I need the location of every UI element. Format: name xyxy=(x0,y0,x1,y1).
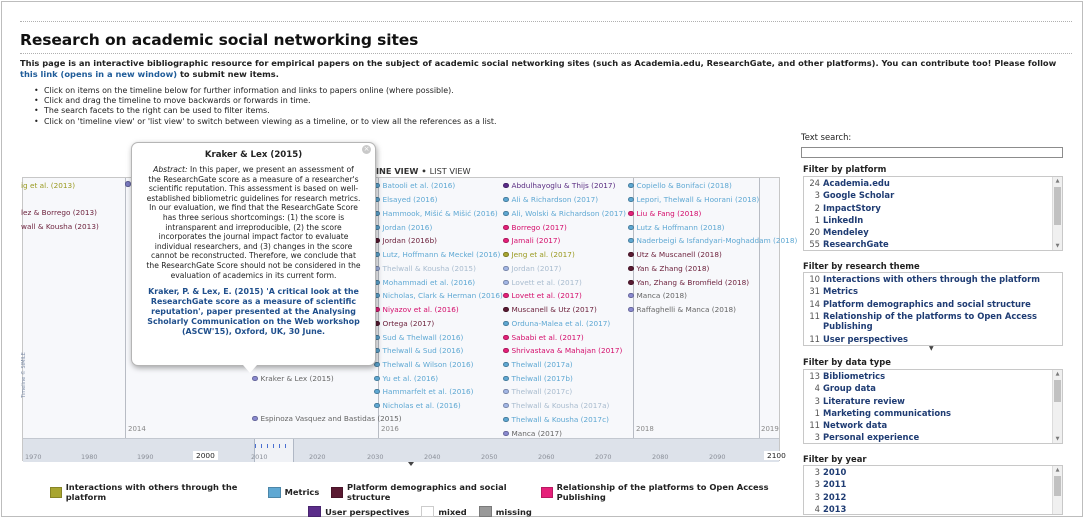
filter-theme-list[interactable] xyxy=(803,272,1063,346)
filter-option[interactable] xyxy=(804,370,1062,382)
event-label: wall & Kousha (2013) xyxy=(21,222,99,231)
filter-option[interactable] xyxy=(804,202,1062,214)
popup-title: Kraker & Lex (2015) xyxy=(204,150,303,160)
event-label: Borrego (2017) xyxy=(511,223,567,232)
timeline-event[interactable] xyxy=(252,414,402,423)
timeline-event[interactable] xyxy=(628,209,701,218)
scroll-thumb[interactable] xyxy=(1054,187,1061,225)
overview-year: 1980 xyxy=(81,453,98,461)
event-label: Niyazov et al. (2016) xyxy=(382,305,459,314)
filter-heading: Filter by research theme xyxy=(803,261,920,271)
event-label: Hammarfelt et al. (2016) xyxy=(382,387,474,396)
overview-year: 2020 xyxy=(309,453,326,461)
option-label: Metrics xyxy=(823,286,858,297)
scrollbar[interactable] xyxy=(1052,370,1062,443)
timeline-event[interactable] xyxy=(503,195,598,204)
event-dot xyxy=(503,335,509,341)
year-gridline xyxy=(759,178,760,438)
event-label: Thelwall & Kousha (2017c) xyxy=(511,415,609,424)
option-label: Network data xyxy=(823,420,888,431)
event-label: Lovett et al. (2017) xyxy=(511,278,582,287)
event-label: Thelwall & Sud (2016) xyxy=(382,346,464,355)
event-label: Ali, Wolski & Richardson (2017) xyxy=(511,209,627,218)
option-count: 2 xyxy=(814,202,820,213)
overview-year: 2040 xyxy=(424,453,441,461)
event-label: Thelwall (2017c) xyxy=(511,387,573,396)
option-label: Group data xyxy=(823,383,876,394)
option-count: 1 xyxy=(814,407,820,418)
option-count: 20 xyxy=(809,227,820,238)
timeline-event[interactable] xyxy=(503,181,615,190)
timeline-event[interactable] xyxy=(503,387,572,396)
year-label: 2016 xyxy=(381,425,399,433)
popup-pointer xyxy=(243,365,257,373)
event-dot xyxy=(503,266,509,272)
filter-option[interactable] xyxy=(804,333,1062,345)
option-label: Mendeley xyxy=(823,227,869,238)
option-label: ImpactStory xyxy=(823,202,881,213)
filter-option[interactable] xyxy=(804,310,1062,333)
event-label: Abdulhayoglu & Thijs (2017) xyxy=(511,181,616,190)
option-label: 2012 xyxy=(823,491,847,502)
event-popup xyxy=(131,142,376,366)
scrollbar[interactable] xyxy=(1052,466,1062,514)
event-dot xyxy=(628,211,634,217)
filter-year-list[interactable] xyxy=(803,465,1063,515)
option-count: 13 xyxy=(809,371,820,381)
intro-suffix: to submit new items. xyxy=(177,68,279,79)
timeline-event[interactable] xyxy=(503,346,622,355)
option-label: 2011 xyxy=(823,479,847,490)
option-label: 2010 xyxy=(823,467,847,477)
option-count: 14 xyxy=(809,298,820,309)
overview-year: 2100 xyxy=(764,451,789,460)
event-label: Sababi et al. (2017) xyxy=(511,333,584,342)
timeline-credit: Timeline © SIMILE xyxy=(21,352,27,398)
filter-platform-list[interactable] xyxy=(803,176,1063,251)
option-label: Bibliometrics xyxy=(823,371,886,381)
event-label: Thelwall (2017b) xyxy=(511,374,573,383)
event-dot xyxy=(503,376,509,382)
timeline-event[interactable] xyxy=(374,250,500,259)
timeline-event[interactable] xyxy=(628,278,749,287)
event-label: Yan, Zhang & Bromfield (2018) xyxy=(636,278,750,287)
timeline-event[interactable] xyxy=(374,360,474,369)
event-label: Thelwall & Kousha (2017a) xyxy=(511,401,610,410)
timeline-event[interactable] xyxy=(374,195,437,204)
option-count: 24 xyxy=(809,178,820,188)
theme-legend xyxy=(50,482,790,521)
filter-option[interactable] xyxy=(804,478,1062,490)
search-label: Text search: xyxy=(801,132,852,142)
filter-option[interactable] xyxy=(804,189,1062,201)
overview-year: 1970 xyxy=(25,453,42,461)
legend-swatch xyxy=(268,487,281,498)
event-label: Yan & Zhang (2018) xyxy=(636,264,710,273)
filter-heading: Filter by year xyxy=(803,454,867,464)
filter-option[interactable] xyxy=(804,214,1062,226)
timeline-event[interactable] xyxy=(503,223,567,232)
event-label: Shrivastava & Mahajan (2017) xyxy=(511,346,623,355)
overview-pointer-icon xyxy=(408,462,414,466)
title-divider xyxy=(20,53,1072,54)
timeline-event[interactable] xyxy=(503,250,575,259)
filter-option[interactable] xyxy=(804,419,1062,431)
event-dot xyxy=(503,238,509,244)
option-label: Google Scholar xyxy=(823,190,895,201)
expand-icon[interactable]: ▼ xyxy=(929,345,934,352)
filter-option[interactable] xyxy=(804,407,1062,419)
timeline-event[interactable] xyxy=(374,319,434,328)
timeline-event[interactable] xyxy=(503,333,584,342)
timeline-event[interactable] xyxy=(374,236,437,245)
filter-option[interactable] xyxy=(804,226,1062,238)
overview-marker xyxy=(285,444,286,448)
filter-option[interactable] xyxy=(804,285,1062,297)
timeline-event[interactable] xyxy=(374,291,503,300)
event-dot xyxy=(503,389,509,395)
event-label: Kraker & Lex (2015) xyxy=(260,374,334,383)
timeline-event[interactable] xyxy=(628,291,687,300)
legend-item xyxy=(479,506,532,517)
intro-paragraph xyxy=(20,58,1060,79)
instruction-item: • Click on items on the timeline below for further information and links to papers online (where possible). xyxy=(38,86,497,96)
timeline-event[interactable] xyxy=(503,264,561,273)
legend-swatch xyxy=(479,506,492,517)
overview-marker xyxy=(273,444,274,448)
close-icon[interactable]: × xyxy=(363,145,370,153)
event-label: Naderbeigi & Isfandyari-Moghaddam (2018) xyxy=(636,236,798,245)
legend-item xyxy=(50,482,256,502)
filter-heading: Filter by platform xyxy=(803,164,887,174)
event-label: Lepori, Thelwall & Hoorani (2018) xyxy=(636,195,760,204)
option-label: LinkedIn xyxy=(823,214,864,225)
timeline-event[interactable] xyxy=(374,181,455,190)
search-panel xyxy=(801,132,1063,161)
event-label: Thelwall & Wilson (2016) xyxy=(382,360,474,369)
legend-label: Interactions with others through the platform xyxy=(65,482,238,502)
timeline-event[interactable] xyxy=(374,223,432,232)
event-label: Lutz & Hoffmann (2018) xyxy=(636,223,725,232)
timeline-event[interactable] xyxy=(374,401,461,410)
timeline-event[interactable] xyxy=(503,319,610,328)
option-count: 3 xyxy=(814,190,820,201)
event-dot xyxy=(252,376,258,382)
option-count: 11 xyxy=(809,310,820,321)
event-dot xyxy=(252,416,258,422)
event-label: Yu et al. (2016) xyxy=(382,374,439,383)
event-label: Manca (2018) xyxy=(636,291,687,300)
timeline-event[interactable] xyxy=(628,250,722,259)
option-label: 2013 xyxy=(823,503,847,514)
scroll-up-icon[interactable]: ▲ xyxy=(1055,371,1060,377)
event-dot xyxy=(503,321,509,327)
option-count: 31 xyxy=(809,286,820,297)
timeline-event[interactable] xyxy=(503,429,562,438)
legend-swatch xyxy=(308,506,321,517)
legend-item xyxy=(331,482,529,502)
timeline-event[interactable] xyxy=(374,387,473,396)
legend-swatch xyxy=(50,487,62,498)
event-dot xyxy=(628,266,634,272)
option-label: ResearchGate xyxy=(823,239,889,250)
event-dot xyxy=(503,362,509,368)
legend-label: Metrics xyxy=(284,487,320,497)
event-label: Jordan (2017) xyxy=(511,264,562,273)
filter-option[interactable] xyxy=(804,273,1062,285)
event-dot xyxy=(503,417,509,423)
event-label: Ali & Richardson (2017) xyxy=(511,195,599,204)
timeline-event[interactable] xyxy=(628,195,759,204)
event-label: Nicholas et al. (2016) xyxy=(382,401,461,410)
event-label: Muscanell & Utz (2017) xyxy=(511,305,597,314)
event-label: Utz & Muscanell (2018) xyxy=(636,250,722,259)
event-label: Sud & Thelwall (2016) xyxy=(382,333,464,342)
option-label: Interactions with others through the platform xyxy=(823,274,1040,284)
event-dot xyxy=(374,389,380,395)
legend-item xyxy=(421,506,466,517)
event-dot xyxy=(503,225,509,231)
timeline-event-selected[interactable] xyxy=(252,374,334,383)
event-label: Orduna-Malea et al. (2017) xyxy=(511,319,611,328)
legend-label: Relationship of the platforms to Open Access Publishing xyxy=(556,482,769,502)
option-label: User perspectives xyxy=(823,333,908,344)
event-label: Thelwall & Kousha (2015) xyxy=(382,264,476,273)
event-label: Hammook, Mišić & Mišić (2016) xyxy=(382,209,498,218)
year-gridline xyxy=(125,178,126,438)
timeline-overview-band[interactable] xyxy=(23,438,786,462)
scrollbar[interactable] xyxy=(1052,177,1062,250)
legend-swatch xyxy=(421,506,434,517)
legend-label: User perspectives xyxy=(325,506,410,517)
overview-marker xyxy=(267,444,268,448)
filter-option[interactable] xyxy=(804,466,1062,478)
option-count: 3 xyxy=(814,479,820,490)
tab-separator: • xyxy=(421,166,427,176)
event-dot xyxy=(374,403,380,409)
event-label: Jordan (2016) xyxy=(382,223,433,232)
popup-abstract xyxy=(146,165,361,280)
event-dot xyxy=(503,252,509,258)
option-label: Literature review xyxy=(823,395,905,406)
event-label: Jordan (2016b) xyxy=(382,236,437,245)
overview-marker xyxy=(261,444,262,448)
option-count: 4 xyxy=(814,383,820,394)
scroll-up-icon[interactable]: ▲ xyxy=(1055,178,1060,184)
timeline-event[interactable] xyxy=(503,291,582,300)
timeline-event[interactable] xyxy=(503,305,597,314)
event-label: Lovett et al. (2017) xyxy=(511,291,582,300)
event-dot xyxy=(628,280,634,286)
event-label: Jeng et al. (2017) xyxy=(511,250,575,259)
legend-label: Platform demographics and social structure xyxy=(347,482,507,502)
instructions-list xyxy=(38,86,497,127)
scroll-thumb[interactable] xyxy=(1054,476,1061,496)
option-label: Academia.edu xyxy=(823,178,890,188)
event-label: Copiello & Bonifaci (2018) xyxy=(636,181,732,190)
timeline-event[interactable] xyxy=(628,305,736,314)
event-dot xyxy=(628,238,634,244)
timeline-event[interactable] xyxy=(503,209,626,218)
timeline-event[interactable] xyxy=(503,401,609,410)
filter-option[interactable] xyxy=(804,395,1062,407)
filter-option[interactable] xyxy=(804,177,1062,189)
event-label: ig et al. (2013) xyxy=(21,181,76,190)
filter-heading: Filter by data type xyxy=(803,357,891,367)
scroll-thumb[interactable] xyxy=(1054,380,1061,402)
tab-list-view[interactable]: LIST VIEW xyxy=(429,166,471,176)
event-label: Jamali (2017) xyxy=(511,236,561,245)
timeline-event[interactable] xyxy=(503,278,582,287)
event-label: Thelwall (2017a) xyxy=(511,360,573,369)
scroll-down-icon[interactable]: ▼ xyxy=(1055,243,1060,249)
instruction-item: • Click and drag the timeline to move backwards or forwards in time. xyxy=(38,96,497,106)
option-label: Personal experience xyxy=(823,432,920,443)
overview-marker xyxy=(255,444,256,448)
abstract-text: In this paper, we present an assessment of the ResearchGate score as a measure of a researcher's scientific reputation. This assessment is based on well-established bibliometric guidelines for research metrics. In our evaluation, we find that the ResearchGate Score has three serious shortcomings: (1) the score is intransparent and irreproducible, (2) the score incorporates the journal impact factor to evaluate individual researchers, and (3) changes in the score cannot be reconstructed. Therefore, we conclude that the ResearchGate Score should not be considered in the evaluation of academics in its current form. xyxy=(146,165,361,280)
event-label: Elsayed (2016) xyxy=(382,195,438,204)
page-title: Research on academic social networking sites xyxy=(20,31,419,49)
event-dot xyxy=(628,225,634,231)
option-label: Marketing communications xyxy=(823,407,952,418)
legend-label: mixed xyxy=(438,506,467,517)
event-dot xyxy=(503,197,509,203)
timeline-event[interactable] xyxy=(21,208,97,217)
event-label: Liu & Fang (2018) xyxy=(636,209,702,218)
tab-timeline-view[interactable]: INE VIEW xyxy=(376,166,419,176)
timeline-event[interactable] xyxy=(374,346,463,355)
option-count: 3 xyxy=(814,432,820,443)
option-label: Platform demographics and social structure xyxy=(823,298,1031,309)
legend-item xyxy=(541,482,790,502)
option-count: 10 xyxy=(809,274,820,284)
event-dot xyxy=(628,197,634,203)
timeline-event[interactable] xyxy=(503,236,560,245)
overview-year: 2090 xyxy=(709,453,726,461)
option-count: 11 xyxy=(809,333,820,344)
instruction-item: • The search facets to the right can be used to filter items. xyxy=(38,106,497,116)
legend-label: missing xyxy=(495,506,532,517)
submit-link[interactable]: this link (opens in a new window) xyxy=(20,68,178,79)
option-count: 11 xyxy=(809,420,820,431)
overview-year: 2050 xyxy=(481,453,498,461)
event-dot xyxy=(503,183,509,189)
filter-option[interactable] xyxy=(804,431,1062,443)
event-label: Mohammadi et al. (2016) xyxy=(382,278,476,287)
event-label: Lutz, Hoffmann & Meckel (2016) xyxy=(382,250,501,259)
option-count: 55 xyxy=(809,239,820,250)
filter-option[interactable] xyxy=(804,238,1062,250)
event-label: Ortega (2017) xyxy=(382,319,435,328)
overview-year: 2070 xyxy=(595,453,612,461)
filter-option[interactable] xyxy=(804,382,1062,394)
year-label: 2018 xyxy=(636,425,654,433)
top-divider xyxy=(20,21,1072,22)
overview-year: 2000 xyxy=(193,451,218,460)
timeline-event[interactable] xyxy=(21,181,75,190)
scroll-down-icon[interactable]: ▼ xyxy=(1055,436,1060,442)
option-label: Relationship of the platforms to Open Access Publishing xyxy=(823,310,1037,332)
search-input[interactable] xyxy=(801,147,1063,158)
overview-marker xyxy=(279,444,280,448)
intro-text: This page is an interactive bibliographic resource for empirical papers on the subject of academic social networking sites (such as Academia.edu, ResearchGate, and other platforms). You can contribute too! Please follow xyxy=(20,58,1057,68)
event-label: Raffaghelli & Manca (2018) xyxy=(636,305,736,314)
event-dot xyxy=(503,431,509,437)
timeline-event[interactable] xyxy=(628,236,797,245)
timeline-event[interactable] xyxy=(628,181,732,190)
timeline-event[interactable] xyxy=(374,305,459,314)
event-label: lez & Borrego (2013) xyxy=(21,208,98,217)
event-dot xyxy=(628,252,634,258)
event-dot xyxy=(503,211,509,217)
timeline-event[interactable] xyxy=(374,374,438,383)
timeline-event[interactable] xyxy=(374,333,463,342)
filter-option[interactable] xyxy=(804,491,1062,503)
filter-option[interactable] xyxy=(804,298,1062,310)
option-count: 4 xyxy=(814,503,820,514)
overview-year: 2080 xyxy=(652,453,669,461)
abstract-label: Abstract: xyxy=(153,165,188,174)
timeline-event[interactable] xyxy=(374,209,498,218)
event-label: Nicholas, Clark & Herman (2016) xyxy=(382,291,503,300)
event-dot xyxy=(628,307,634,313)
scroll-up-icon[interactable]: ▲ xyxy=(1055,467,1060,473)
timeline-event[interactable] xyxy=(503,374,573,383)
instruction-item: • Click on 'timeline view' or 'list view' to switch between viewing as a timeline, or to view all the references as a list. xyxy=(38,117,497,127)
event-dot xyxy=(628,293,634,299)
event-dot xyxy=(503,348,509,354)
overview-year: 1990 xyxy=(137,453,154,461)
timeline-event[interactable] xyxy=(374,264,476,273)
event-dot xyxy=(503,403,509,409)
overview-year: 2010 xyxy=(251,453,268,461)
legend-item xyxy=(308,506,409,517)
legend-swatch xyxy=(541,487,553,498)
filter-option[interactable] xyxy=(804,503,1062,515)
event-dot xyxy=(503,280,509,286)
timeline-event[interactable] xyxy=(503,415,609,424)
option-count: 3 xyxy=(814,467,820,477)
option-count: 1 xyxy=(814,214,820,225)
event-dot xyxy=(503,293,509,299)
timeline-event[interactable] xyxy=(628,223,724,232)
timeline-event[interactable] xyxy=(628,264,709,273)
year-label: 2014 xyxy=(128,425,146,433)
event-dot xyxy=(628,183,634,189)
view-tabs xyxy=(376,166,471,176)
timeline-event[interactable] xyxy=(374,278,475,287)
event-label: Manca (2017) xyxy=(511,429,562,438)
year-label: 2019 xyxy=(761,425,779,433)
timeline-event[interactable] xyxy=(503,360,573,369)
event-label: Espinoza Vasquez and Bastidas (2015) xyxy=(260,414,402,423)
popup-citation-link[interactable]: Kraker, P. & Lex, E. (2015) 'A critical look at the ResearchGate score as a measure of scientific reputation', paper presented at the Analysing Scholarly Communication on the Web workshop (ASCW'15), Oxford, UK, 30 June. xyxy=(147,287,360,337)
option-count: 3 xyxy=(814,491,820,502)
legend-item xyxy=(268,482,320,502)
overview-year: 2030 xyxy=(367,453,384,461)
option-count: 3 xyxy=(814,395,820,406)
timeline-event[interactable] xyxy=(21,222,99,231)
event-dot xyxy=(503,307,509,313)
event-dot xyxy=(374,376,380,382)
filter-datatype-list[interactable] xyxy=(803,369,1063,444)
legend-swatch xyxy=(331,487,343,498)
overview-year: 2060 xyxy=(538,453,555,461)
event-label: Batooli et al. (2016) xyxy=(382,181,456,190)
